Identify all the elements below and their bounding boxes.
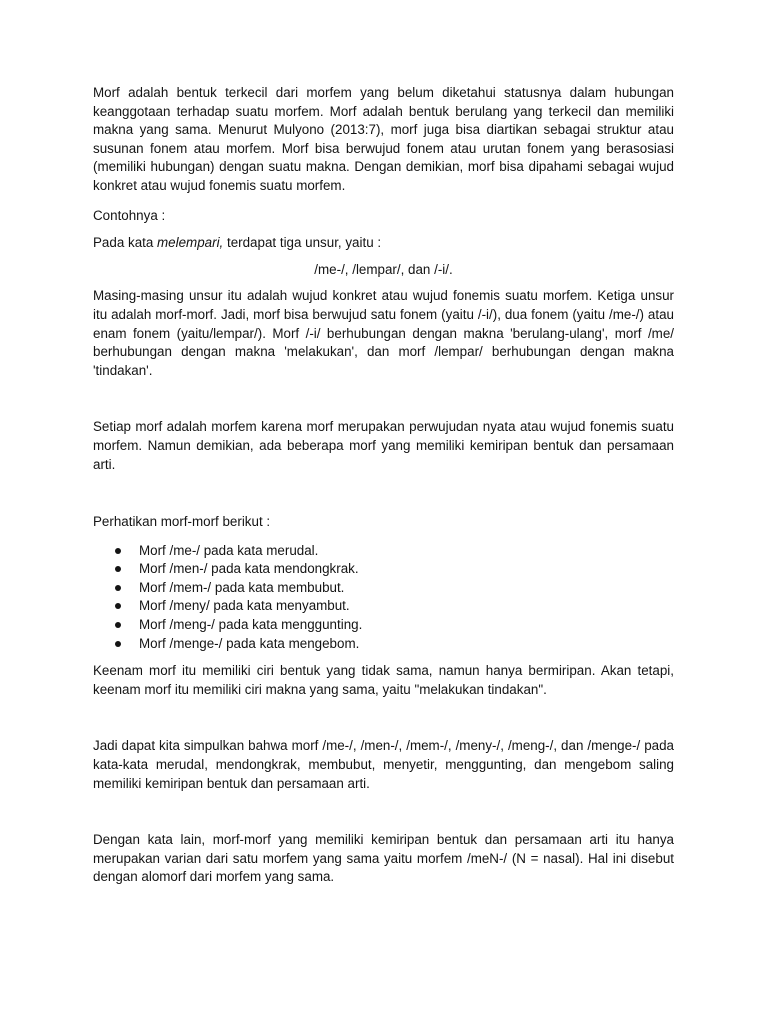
list-item xyxy=(93,579,674,598)
bullet-icon xyxy=(115,622,121,628)
bullet-icon xyxy=(115,641,121,647)
list-item-text: Morf /men-/ pada kata mendongkrak. xyxy=(139,561,359,577)
bullet-icon xyxy=(115,548,121,554)
list-item xyxy=(93,635,674,654)
example-after: terdapat tiga unsur, yaitu : xyxy=(223,235,382,251)
bullet-icon xyxy=(115,566,121,572)
list-item-text: Morf /menge-/ pada kata mengebom. xyxy=(139,635,360,651)
example-sentence xyxy=(93,234,674,253)
list-item-text: Morf /mem-/ pada kata membubut. xyxy=(139,579,345,595)
example-heading: Contohnya : xyxy=(93,207,166,223)
paragraph-dengan-kata-lain: Dengan kata lain, morf-morf yang memiliki kemiripan bentuk dan persamaan arti itu hanya merupakan varian dari satu morfem yang sama yaitu morfem /meN-/ (N = nasal). Hal ini disebut dengan alomorf dari morfem yang sama. xyxy=(93,832,674,885)
paragraph-setiap: Setiap morf adalah morfem karena morf merupakan perwujudan nyata atau wujud fonemis suatu morfem. Namun demikian, ada beberapa morf yang memiliki kemiripan bentuk dan persamaan arti. xyxy=(93,419,674,472)
list-item xyxy=(93,616,674,635)
morf-list xyxy=(93,542,674,654)
bullet-icon xyxy=(115,585,121,591)
example-units: /me-/, /lempar/, dan /-i/. xyxy=(314,261,453,277)
paragraph-definition: Morf adalah bentuk terkecil dari morfem yang belum diketahui statusnya dalam hubungan keanggotaan terhadap suatu morfem. Morf adalah bentuk berulang yang terkecil dan memiliki makna yang sama. Menurut Mulyono (2013:7), morf juga bisa diartikan sebagai struktur atau susunan fonem atau morfem. Morf bisa berwujud fonem atau urutan fonem yang berasosiasi (memiliki hubungan) dengan suatu makna. Dengan demikian, morf bisa dipahami sebagai wujud konkret atau wujud fonemis suatu morfem. xyxy=(93,85,674,193)
bullet-icon xyxy=(115,603,121,609)
list-item-text: Morf /meng-/ pada kata menggunting. xyxy=(139,617,363,633)
list-heading: Perhatikan morf-morf berikut : xyxy=(93,514,271,530)
example-word: melempari, xyxy=(157,235,224,251)
list-item xyxy=(93,597,674,616)
list-item-text: Morf /me-/ pada kata merudal. xyxy=(139,542,319,558)
paragraph-keenam: Keenam morf itu memiliki ciri bentuk yang tidak sama, namun hanya bermiripan. Akan tetapi, keenam morf itu memiliki ciri makna yang sama, yaitu "melakukan tindakan". xyxy=(93,663,674,697)
list-item-text: Morf /meny/ pada kata menyambut. xyxy=(139,598,350,614)
paragraph-jadi: Jadi dapat kita simpulkan bahwa morf /me-/, /men-/, /mem-/, /meny-/, /meng-/, dan /menge-/ pada kata-kata merudal, mendongkrak, membubut, menyetir, menggunting, dan mengebom saling memiliki kemiripan bentuk dan persamaan arti. xyxy=(93,738,674,791)
paragraph-masing-masing: Masing-masing unsur itu adalah wujud konkret atau wujud fonemis suatu morfem. Ketiga unsur itu adalah morf-morf. Jadi, morf bisa berwujud satu fonem (yaitu /-i/), dua fonem (yaitu /me-/) atau enam fonem (yaitu/lempar/). Morf /-i/ berhubungan dengan makna 'berulang-ulang', morf /me/ berhubungan dengan makna 'melakukan', dan morf /lempar/ berhubungan dengan makna 'tindakan'. xyxy=(93,288,674,378)
list-item xyxy=(93,560,674,579)
list-item xyxy=(93,542,674,561)
example-before: Pada kata xyxy=(93,235,158,251)
